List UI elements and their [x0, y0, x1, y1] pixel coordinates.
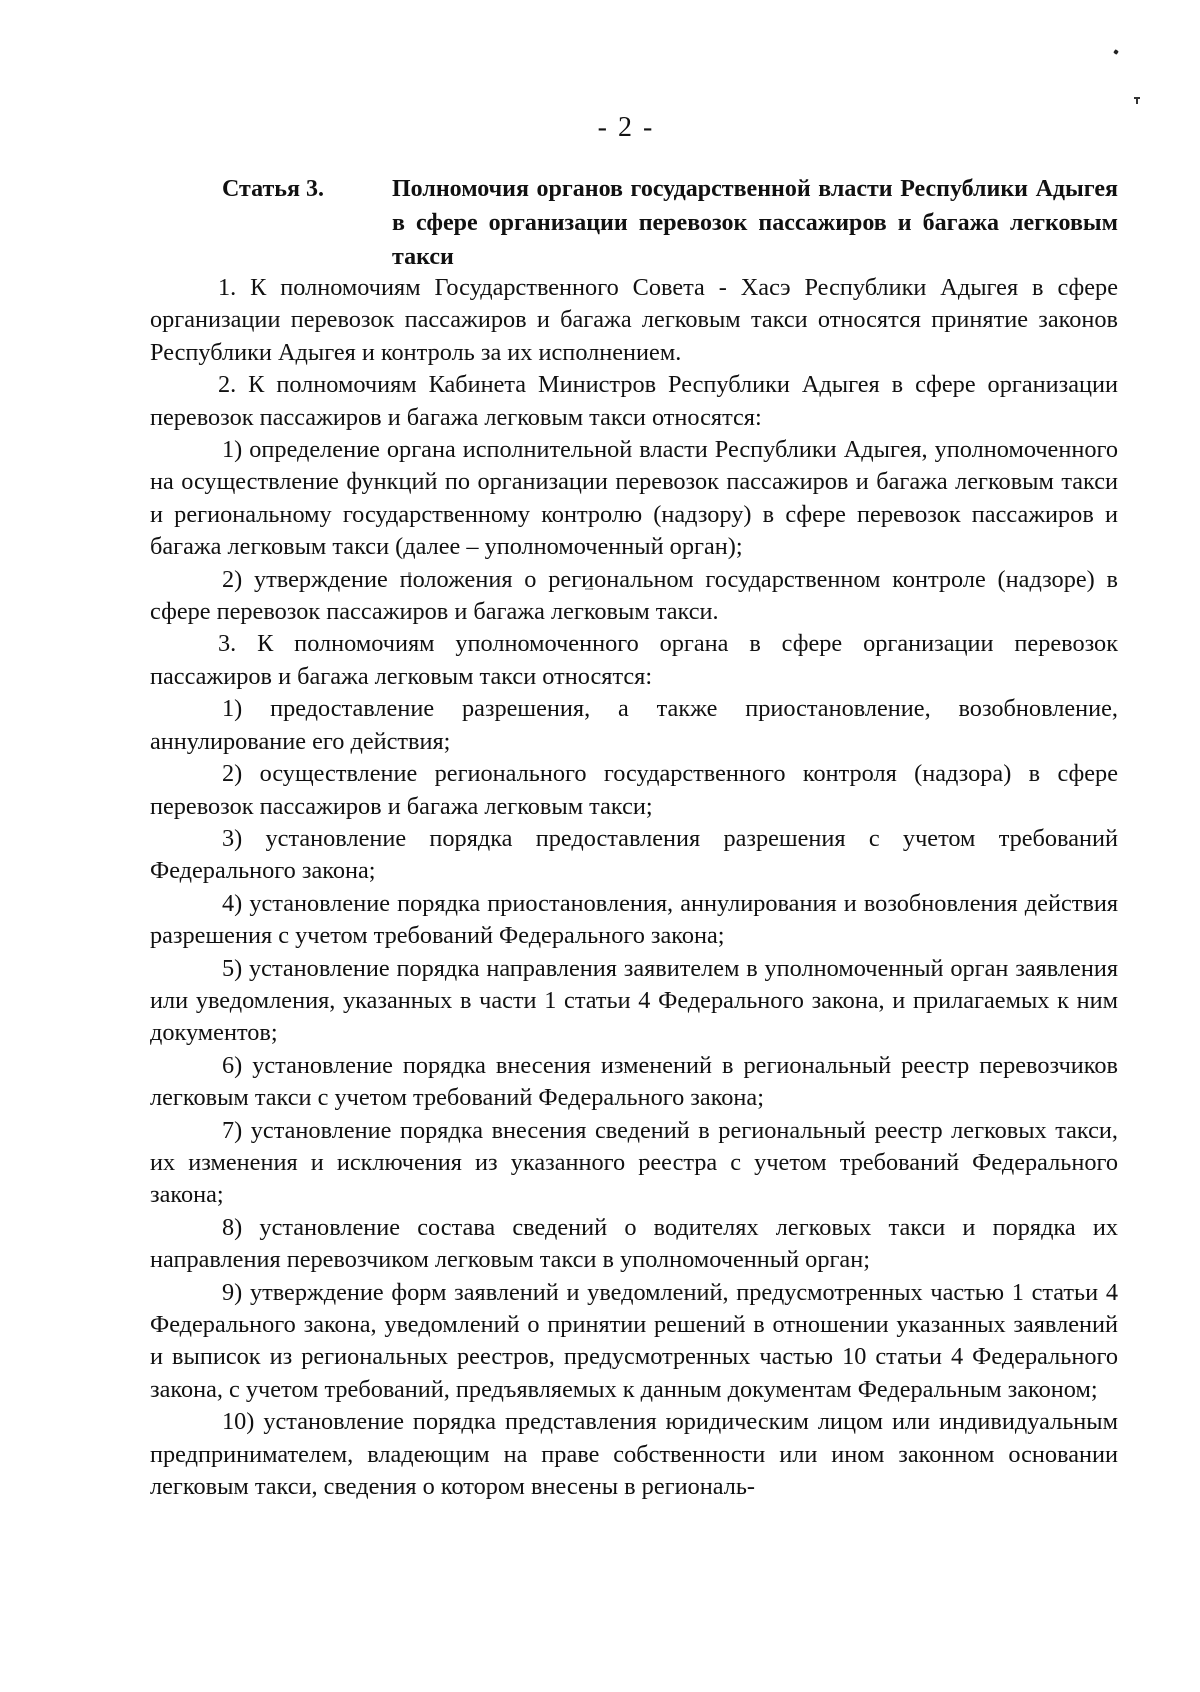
paragraph-2: 2. К полномочиям Кабинета Министров Республики Адыгея в сфере организации перевозок пассажиров и багажа легковым такси относятся:	[150, 371, 1118, 431]
paragraph-3-item-10: 10) установление порядка представления юридическим лицом или индивидуальным предпринимателем, владеющим на праве собственности или ином законном основании легковым такси, сведения о котором внесены в региональ-	[150, 1408, 1118, 1501]
paragraph-3-item-5: 5) установление порядка направления заявителем в уполномоченный орган заявления или уведомления, указанных в части 1 статьи 4 Федерального закона, и прилагаемых к ним документов;	[150, 954, 1118, 1047]
paragraph-2-item-2: 2) утверждение положения о региональном государственном контроле (надзоре) в сфере перевозок пассажиров и багажа легковым такси.	[150, 565, 1118, 626]
paragraph-3: 3. К полномочиям уполномоченного органа в сфере организации перевозок пассажиров и багажа легковым такси относятся:	[150, 630, 1118, 690]
paragraph-3-item-2: 2) осуществление регионального государственного контроля (надзора) в сфере перевозок пассажиров и багажа легковым такси;	[150, 760, 1118, 820]
page-number: - 2 -	[597, 112, 655, 143]
paragraph-3-item-9: 9) утверждение форм заявлений и уведомлений, предусмотренных частью 1 статьи 4 Федерального закона, уведомлений о принятии решений в отношении указанных заявлений и выписок из региональных реестров, предусмотренных частью 10 статьи 4 Федерального закона, с учетом требований, предъявляемых к данным документам Федеральным законом;	[150, 1278, 1118, 1403]
paragraph-3-item-1: 1) предоставление разрешения, а также приостановление, возобновление, аннулирование его действия;	[150, 695, 1118, 755]
scan-artifact-mark	[1113, 49, 1119, 55]
paragraph-3-item-8: 8) установление состава сведений о водителях легковых такси и порядка их направления перевозчиком легковым такси в уполномоченный орган;	[150, 1213, 1118, 1274]
paragraph-3-item-4: 4) установление порядка приостановления, аннулирования и возобновления действия разрешения с учетом требований Федерального закона;	[150, 889, 1118, 950]
article-title: Полномочия органов государственной власти Республики Адыгея в сфере организации перевозок пассажиров и багажа легковым такси	[392, 176, 1118, 270]
paragraph-3-item-6: 6) установление порядка внесения изменений в региональный реестр перевозчиков легковым такси с учетом требований Федерального закона;	[150, 1051, 1118, 1112]
paragraph-3-item-3: 3) установление порядка предоставления разрешения с учетом требований Федерального закона;	[150, 824, 1118, 885]
article-body	[150, 272, 1118, 1503]
paragraph-1: 1. К полномочиям Государственного Совета - Хасэ Республики Адыгея в сфере организации перевозок пассажиров и багажа легковым такси относятся принятие законов Республики Адыгея и контроль за их исполнением.	[150, 274, 1118, 366]
paragraph-3-item-7: 7) установление порядка внесения сведений в региональный реестр легковых такси, их изменения и исключения из указанного реестра с учетом требований Федерального закона;	[150, 1116, 1118, 1209]
scan-artifact-mark	[1134, 97, 1140, 99]
article-label: Статья 3.	[222, 176, 324, 202]
paragraph-2-item-1: 1) определение органа исполнительной власти Республики Адыгея, уполномоченного на осуществление функций по организации перевозок пассажиров и багажа легковым такси и региональному государственному контролю (надзору) в сфере перевозок пассажиров и багажа легковым такси (далее – уполномоченный орган);	[150, 436, 1118, 561]
